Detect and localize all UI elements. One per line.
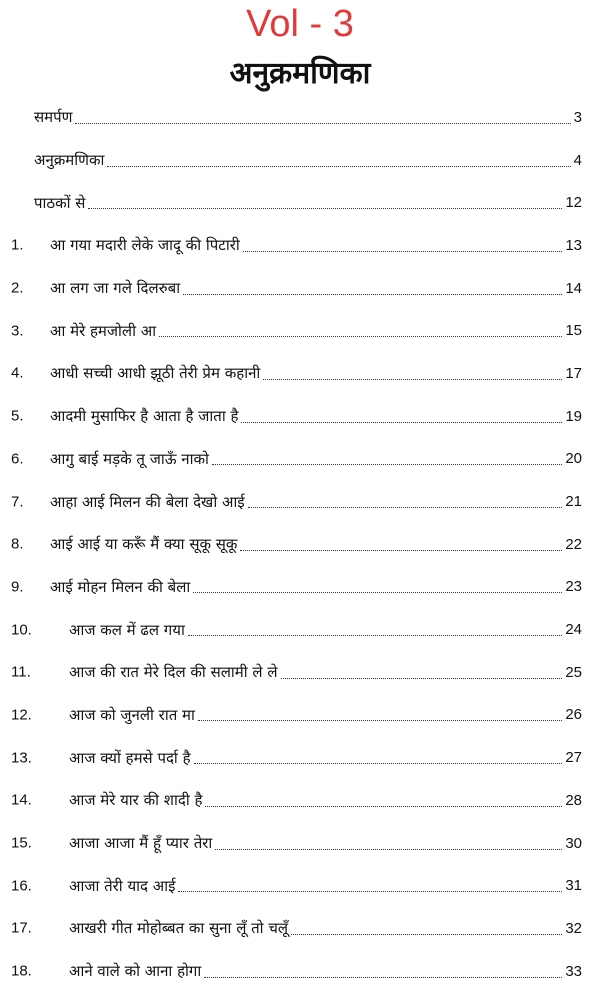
dot-leader — [194, 763, 563, 764]
toc-title: आने वाले को आना होगा — [69, 962, 202, 981]
toc-page-number: 24 — [565, 621, 582, 639]
toc-page-number: 25 — [565, 663, 582, 681]
toc-page-number: 17 — [565, 364, 582, 382]
toc-row[interactable] — [0, 907, 600, 950]
toc-title: अनुक्रमणिका — [34, 151, 105, 170]
dot-leader — [183, 294, 562, 295]
toc-row[interactable] — [0, 181, 600, 224]
toc-row[interactable] — [0, 438, 600, 481]
toc-title: आज को जुनली रात मा — [69, 705, 195, 724]
toc-title: आज की रात मेरे दिल की सलामी ले ले — [69, 663, 278, 682]
dot-leader — [215, 849, 562, 850]
toc-page-number: 27 — [565, 749, 582, 767]
toc-row[interactable] — [0, 96, 600, 139]
toc-row[interactable] — [0, 736, 600, 779]
dot-leader — [159, 336, 562, 337]
dot-leader — [193, 592, 562, 593]
toc-title: आजा तेरी याद आई — [69, 876, 176, 895]
toc-page-number: 30 — [565, 834, 582, 852]
toc-page-number: 13 — [565, 236, 582, 254]
dot-leader — [240, 550, 562, 551]
toc-row[interactable] — [0, 608, 600, 651]
toc-page-number: 23 — [565, 578, 582, 596]
dot-leader — [88, 208, 562, 209]
toc-row[interactable] — [0, 309, 600, 352]
toc-title: आदमी मुसाफिर है आता है जाता है — [50, 407, 239, 426]
toc-entry-number: 14. — [11, 791, 32, 809]
toc-page-number: 33 — [565, 962, 582, 980]
toc-entry-number: 13. — [11, 749, 32, 767]
toc-row[interactable] — [0, 694, 600, 737]
dot-leader — [263, 379, 562, 380]
dot-leader — [204, 977, 562, 978]
dot-leader — [188, 635, 562, 636]
toc-row[interactable] — [0, 480, 600, 523]
toc-title: आई मोहन मिलन की बेला — [50, 577, 191, 596]
toc-row[interactable] — [0, 224, 600, 267]
toc-page-number: 22 — [565, 535, 582, 553]
toc-entry-number: 18. — [11, 962, 32, 980]
toc-title: आधी सच्ची आधी झूठी तेरी प्रेम कहानी — [50, 364, 261, 383]
toc-row[interactable] — [0, 352, 600, 395]
toc-row[interactable] — [0, 139, 600, 182]
toc-title: आगु बाई मड़के तू जाऊँ नाको — [50, 449, 209, 468]
toc-entry-number: 15. — [11, 834, 32, 852]
toc-entry-number: 9. — [11, 578, 24, 596]
toc-title: समर्पण — [34, 108, 73, 127]
toc-title: आखरी गीत मोहोब्बत का सुना लूँ तो चलूँ — [69, 919, 289, 938]
toc-entry-number: 11. — [11, 663, 31, 681]
toc-title: आज कल में ढल गया — [69, 620, 185, 639]
toc-entry-number: 5. — [11, 407, 24, 425]
toc-page-number: 4 — [573, 151, 582, 169]
dot-leader — [75, 123, 570, 124]
toc-entry-number: 3. — [11, 322, 24, 340]
toc-title: आजा आजा मैं हूँ प्यार तेरा — [69, 834, 213, 853]
dot-leader — [198, 720, 562, 721]
toc-page-number: 32 — [565, 919, 582, 937]
toc-entry-number: 12. — [11, 706, 32, 724]
toc-entry-number: 16. — [11, 877, 32, 895]
toc-page-number: 26 — [565, 706, 582, 724]
toc-row[interactable] — [0, 779, 600, 822]
toc-page-number: 20 — [565, 450, 582, 468]
toc-page-number: 15 — [565, 322, 582, 340]
dot-leader — [205, 806, 562, 807]
dot-leader — [243, 251, 563, 252]
toc-entry-number: 17. — [11, 919, 32, 937]
toc-title: आज क्यों हमसे पर्दा है — [69, 748, 191, 767]
dot-leader — [212, 464, 562, 465]
toc-entry-number: 1. — [11, 236, 24, 254]
page-title: अनुक्रमणिका — [229, 56, 371, 91]
toc-row[interactable] — [0, 950, 600, 993]
toc-entry-number: 8. — [11, 535, 24, 553]
toc-page-number: 3 — [573, 108, 582, 126]
toc-entry-number: 4. — [11, 364, 24, 382]
toc-title: आ गया मदारी लेके जादू की पिटारी — [50, 236, 240, 255]
toc-row[interactable] — [0, 822, 600, 865]
toc-entry-number: 2. — [11, 279, 24, 297]
dot-leader — [291, 934, 562, 935]
dot-leader — [281, 678, 563, 679]
toc-row[interactable] — [0, 566, 600, 609]
volume-label: Vol - 3 — [246, 3, 354, 45]
toc-page-number: 21 — [565, 493, 582, 511]
toc-row[interactable] — [0, 267, 600, 310]
toc-entry-number: 6. — [11, 450, 24, 468]
toc-row[interactable] — [0, 864, 600, 907]
toc-entry-number: 7. — [11, 493, 24, 511]
toc-entry-number: 10. — [11, 621, 32, 639]
table-of-contents — [0, 96, 600, 992]
toc-row[interactable] — [0, 395, 600, 438]
toc-title: आ लग जा गले दिलरुबा — [50, 279, 181, 298]
toc-page-number: 14 — [565, 279, 582, 297]
toc-page-number: 28 — [565, 791, 582, 809]
toc-title: आज मेरे यार की शादी है — [69, 791, 203, 810]
toc-title: आहा आई मिलन की बेला देखो आई — [50, 492, 245, 511]
toc-title: आ मेरे हमजोली आ — [50, 321, 157, 340]
toc-page-number: 12 — [565, 194, 582, 212]
toc-title: आई आई या करूँ मैं क्या सूकू सूकू — [50, 535, 238, 554]
toc-row[interactable] — [0, 523, 600, 566]
dot-leader — [248, 507, 563, 508]
toc-page-number: 19 — [565, 407, 582, 425]
dot-leader — [178, 891, 562, 892]
toc-title: पाठकों से — [34, 193, 86, 212]
toc-row[interactable] — [0, 651, 600, 694]
toc-page-number: 31 — [565, 877, 582, 895]
dot-leader — [107, 166, 570, 167]
dot-leader — [241, 422, 562, 423]
